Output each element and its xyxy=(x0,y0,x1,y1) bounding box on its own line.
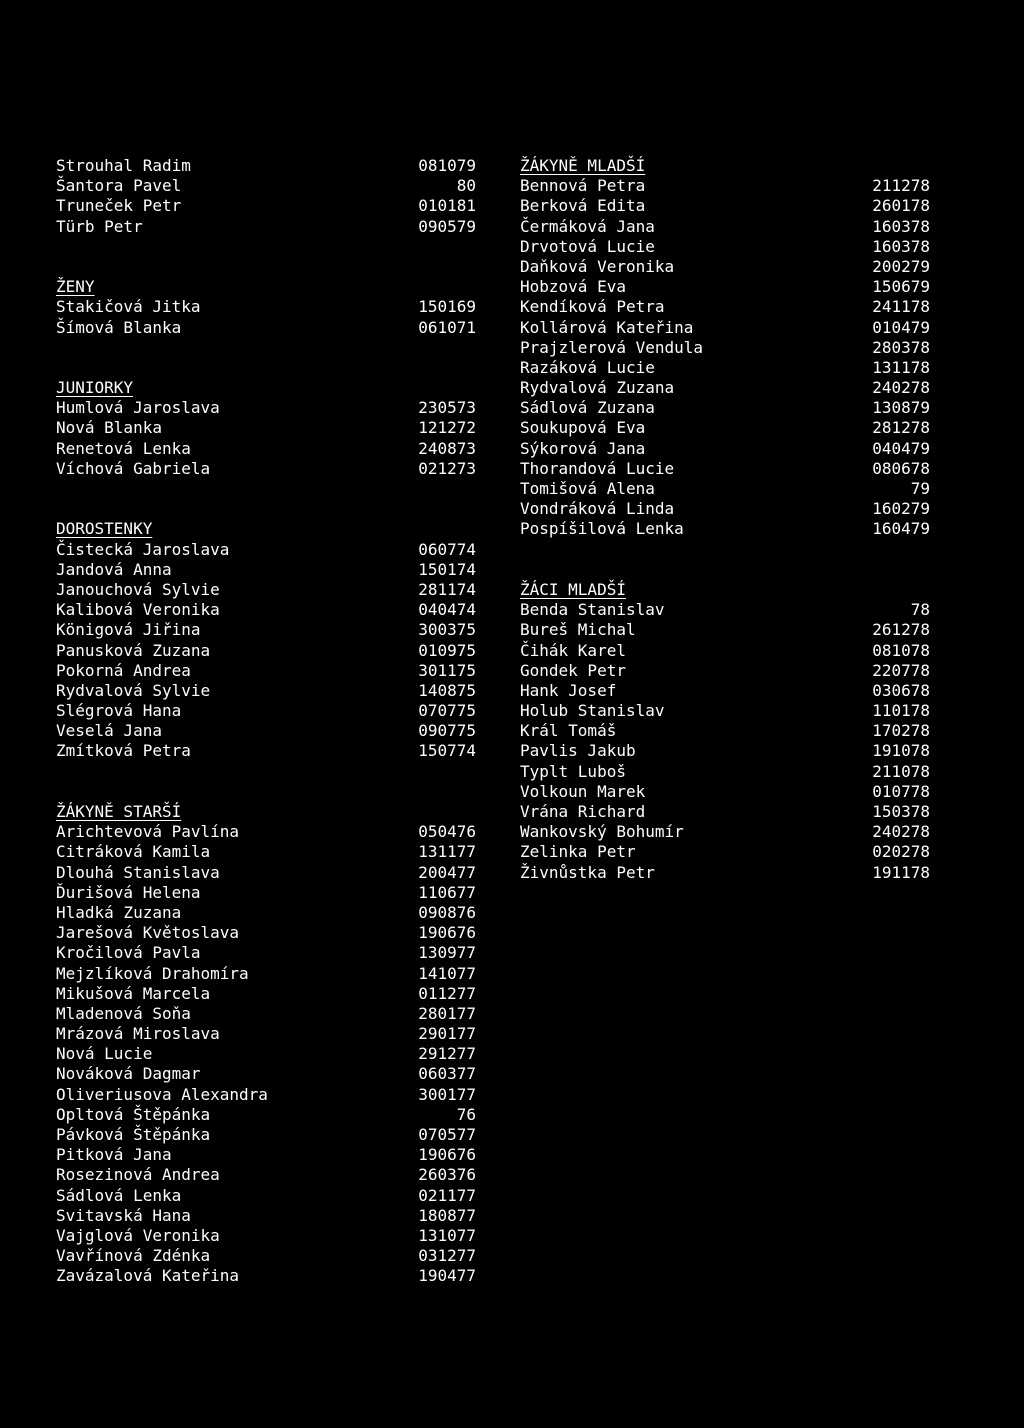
person-number: 79 xyxy=(910,479,930,498)
list-item xyxy=(56,580,476,600)
list-item xyxy=(520,358,930,378)
list-item xyxy=(56,1044,476,1064)
person-name: Bureš Michal xyxy=(520,620,636,640)
spacer xyxy=(56,762,476,782)
person-number: 260178 xyxy=(872,196,930,216)
spacer xyxy=(56,257,476,277)
list-item xyxy=(56,439,476,459)
list-item xyxy=(520,217,930,237)
person-number: 110178 xyxy=(872,701,930,721)
person-name: Berková Edita xyxy=(520,196,646,216)
person-name: Citráková Kamila xyxy=(56,842,211,862)
person-name: Rydvalová Zuzana xyxy=(520,378,675,398)
list-item xyxy=(56,822,476,842)
list-item xyxy=(56,217,476,237)
person-name: Zmítková Petra xyxy=(56,741,191,761)
person-name: Kendíková Petra xyxy=(520,297,665,317)
list-item xyxy=(520,600,930,620)
person-number: 030678 xyxy=(872,680,930,700)
person-name: Šantora Pavel xyxy=(56,176,182,196)
list-item xyxy=(520,378,930,398)
list-item xyxy=(520,398,930,418)
section-heading: ŽÁKYNĚ MLADŠÍ xyxy=(520,156,646,175)
person-number: 061071 xyxy=(418,317,476,337)
person-name: Pavlis Jakub xyxy=(520,741,636,761)
person-name: Živnůstka Petr xyxy=(520,862,655,882)
spacer xyxy=(56,338,476,358)
person-number: 160479 xyxy=(872,519,930,539)
person-number: 070577 xyxy=(418,1125,476,1144)
list-item xyxy=(520,418,930,438)
person-name: Hobzová Eva xyxy=(520,277,626,297)
person-number: 010479 xyxy=(872,317,930,337)
list-item xyxy=(56,620,476,640)
list-item xyxy=(520,338,930,358)
list-item xyxy=(520,499,930,519)
person-name: Typlt Luboš xyxy=(520,761,626,781)
section-heading: ŽÁKYNĚ STARŠÍ xyxy=(56,802,182,821)
list-item xyxy=(56,560,476,580)
person-number: 191078 xyxy=(872,741,930,761)
person-name: Türb Petr xyxy=(56,216,143,236)
person-name: Rosezinová Andrea xyxy=(56,1165,220,1185)
person-number: 150174 xyxy=(418,559,476,579)
person-name: Daňková Veronika xyxy=(520,256,675,276)
person-name: Mikušová Marcela xyxy=(56,983,211,1003)
list-item xyxy=(56,903,476,923)
person-name: Král Tomáš xyxy=(520,721,617,741)
person-number: 080678 xyxy=(872,458,930,478)
list-item xyxy=(56,1145,476,1165)
person-number: 140875 xyxy=(418,680,476,700)
person-name: Kollárová Kateřina xyxy=(520,317,694,337)
person-number: 060377 xyxy=(418,1064,476,1084)
person-number: 150679 xyxy=(872,277,930,297)
person-name: Razáková Lucie xyxy=(520,357,655,377)
person-name: Kalibová Veronika xyxy=(56,600,220,620)
person-number: 031277 xyxy=(418,1246,476,1266)
list-item xyxy=(520,661,930,681)
person-number: 190676 xyxy=(418,923,476,943)
list-item xyxy=(520,257,930,277)
list-item xyxy=(520,318,930,338)
person-name: Mrázová Miroslava xyxy=(56,1024,220,1044)
person-name: Bennová Petra xyxy=(520,176,646,196)
person-name: Benda Stanislav xyxy=(520,600,665,620)
person-name: Strouhal Radim xyxy=(56,156,191,175)
person-name: Veselá Jana xyxy=(56,721,162,741)
person-name: Janouchová Sylvie xyxy=(56,579,220,599)
person-name: Königová Jiřina xyxy=(56,620,201,640)
person-number: 200477 xyxy=(418,862,476,882)
person-name: Ďurišová Helena xyxy=(56,882,201,902)
person-number: 281278 xyxy=(872,418,930,438)
list-item xyxy=(56,863,476,883)
list-item xyxy=(56,1085,476,1105)
list-item xyxy=(56,661,476,681)
person-number: 021273 xyxy=(418,458,476,478)
list-item xyxy=(520,842,930,862)
person-name: Víchová Gabriela xyxy=(56,458,211,478)
list-item xyxy=(520,641,930,661)
person-number: 190676 xyxy=(418,1145,476,1165)
section-heading: ŽENY xyxy=(56,277,95,297)
person-number: 150774 xyxy=(418,741,476,761)
person-name: Drvotová Lucie xyxy=(520,236,655,256)
spacer xyxy=(56,358,476,378)
person-name: Pokorná Andrea xyxy=(56,660,191,680)
list-item xyxy=(56,1024,476,1044)
spacer xyxy=(56,237,476,257)
person-number: 090775 xyxy=(418,721,476,741)
person-name: Čermáková Jana xyxy=(520,216,655,236)
person-number: 80 xyxy=(456,176,476,196)
person-number: 040479 xyxy=(872,438,930,458)
list-item xyxy=(520,176,930,196)
person-number: 131178 xyxy=(872,357,930,377)
person-name: Stakičová Jitka xyxy=(56,297,201,317)
person-number: 070775 xyxy=(418,701,476,721)
person-name: Humlová Jaroslava xyxy=(56,398,220,418)
person-number: 160378 xyxy=(872,236,930,256)
list-item xyxy=(56,318,476,338)
person-number: 060774 xyxy=(418,539,476,559)
list-item xyxy=(520,863,930,883)
person-number: 160378 xyxy=(872,216,930,236)
left-column xyxy=(56,156,476,1287)
person-name: Prajzlerová Vendula xyxy=(520,337,704,357)
person-name: Volkoun Marek xyxy=(520,781,646,801)
person-number: 081079 xyxy=(418,156,476,175)
list-item xyxy=(520,297,930,317)
list-item xyxy=(520,196,930,216)
list-item xyxy=(56,1004,476,1024)
person-number: 021177 xyxy=(418,1185,476,1205)
person-number: 121272 xyxy=(418,418,476,438)
person-number: 180877 xyxy=(418,1205,476,1225)
person-number: 110677 xyxy=(418,882,476,902)
list-item xyxy=(520,439,930,459)
person-number: 240278 xyxy=(872,378,930,398)
person-number: 281174 xyxy=(418,579,476,599)
list-item xyxy=(56,176,476,196)
person-name: Zelinka Petr xyxy=(520,842,636,862)
person-name: Kročilová Pavla xyxy=(56,943,201,963)
spacer xyxy=(56,782,476,802)
list-item xyxy=(56,1125,476,1145)
person-name: Vondráková Linda xyxy=(520,499,675,519)
list-item xyxy=(56,600,476,620)
person-number: 78 xyxy=(910,600,930,620)
person-name: Pospíšilová Lenka xyxy=(520,519,684,539)
list-item xyxy=(56,156,476,176)
person-name: Oliveriusova Alexandra xyxy=(56,1084,268,1104)
section-heading: ŽÁCI MLADŠÍ xyxy=(520,579,626,599)
person-name: Gondek Petr xyxy=(520,660,626,680)
person-number: 150378 xyxy=(872,802,930,821)
person-name: Čistecká Jaroslava xyxy=(56,539,230,559)
person-name: Sádlová Zuzana xyxy=(520,398,655,418)
person-number: 290177 xyxy=(418,1024,476,1044)
list-item xyxy=(56,1246,476,1266)
person-number: 150169 xyxy=(418,297,476,317)
list-item xyxy=(56,1206,476,1226)
person-name: Rydvalová Sylvie xyxy=(56,680,211,700)
person-number: 081078 xyxy=(872,640,930,660)
list-item xyxy=(56,1105,476,1125)
person-number: 131177 xyxy=(418,842,476,862)
list-item xyxy=(520,479,930,499)
person-name: Pávková Štěpánka xyxy=(56,1125,211,1144)
person-name: Vajglová Veronika xyxy=(56,1225,220,1245)
person-number: 280177 xyxy=(418,1003,476,1023)
person-name: Zavázalová Kateřina xyxy=(56,1266,240,1286)
person-number: 300375 xyxy=(418,620,476,640)
person-name: Nová Lucie xyxy=(56,1044,153,1064)
person-name: Slégrová Hana xyxy=(56,701,182,721)
list-item xyxy=(520,802,930,822)
person-number: 191178 xyxy=(872,862,930,882)
person-name: Arichtevová Pavlína xyxy=(56,822,240,842)
person-number: 130977 xyxy=(418,943,476,963)
list-item xyxy=(56,842,476,862)
person-name: Tomišová Alena xyxy=(520,479,655,498)
person-number: 301175 xyxy=(418,660,476,680)
list-item xyxy=(56,196,476,216)
list-item xyxy=(56,721,476,741)
list-item xyxy=(56,1165,476,1185)
person-name: Pitková Jana xyxy=(56,1145,172,1165)
person-number: 230573 xyxy=(418,398,476,418)
section-heading: DOROSTENKY xyxy=(56,519,153,539)
list-item xyxy=(56,984,476,1004)
list-item xyxy=(520,762,930,782)
person-number: 090579 xyxy=(418,216,476,236)
list-item xyxy=(56,701,476,721)
list-item xyxy=(56,943,476,963)
person-name: Soukupová Eva xyxy=(520,418,646,438)
person-name: Mejzlíková Drahomíra xyxy=(56,963,249,983)
list-item xyxy=(56,1266,476,1286)
person-number: 130879 xyxy=(872,398,930,418)
spacer xyxy=(520,540,930,560)
person-number: 131077 xyxy=(418,1225,476,1245)
person-name: Mladenová Soňa xyxy=(56,1003,191,1023)
person-name: Jandová Anna xyxy=(56,559,172,579)
list-item xyxy=(56,398,476,418)
list-item xyxy=(520,822,930,842)
person-name: Renetová Lenka xyxy=(56,438,191,458)
person-number: 280378 xyxy=(872,337,930,357)
person-name: Nová Blanka xyxy=(56,418,162,438)
person-number: 050476 xyxy=(418,822,476,842)
person-name: Panusková Zuzana xyxy=(56,640,211,660)
person-number: 261278 xyxy=(872,620,930,640)
person-number: 010975 xyxy=(418,640,476,660)
list-item xyxy=(56,1226,476,1246)
list-item xyxy=(56,459,476,479)
list-item xyxy=(520,620,930,640)
person-number: 211078 xyxy=(872,761,930,781)
person-number: 010778 xyxy=(872,781,930,801)
person-name: Wankovský Bohumír xyxy=(520,822,684,842)
person-name: Šímová Blanka xyxy=(56,317,182,337)
person-name: Hank Josef xyxy=(520,680,617,700)
person-name: Svitavská Hana xyxy=(56,1205,191,1225)
list-item xyxy=(56,418,476,438)
section-heading: JUNIORKY xyxy=(56,378,134,398)
list-item xyxy=(56,540,476,560)
list-item xyxy=(56,923,476,943)
person-number: 220778 xyxy=(872,660,930,680)
person-name: Vrána Richard xyxy=(520,802,646,821)
person-name: Vavřínová Zdénka xyxy=(56,1246,211,1266)
person-number: 241178 xyxy=(872,297,930,317)
list-item xyxy=(56,1186,476,1206)
list-item xyxy=(56,964,476,984)
list-item xyxy=(56,883,476,903)
person-name: Dlouhá Stanislava xyxy=(56,862,220,882)
list-item xyxy=(520,681,930,701)
list-item xyxy=(56,297,476,317)
list-item xyxy=(520,277,930,297)
person-number: 090876 xyxy=(418,902,476,922)
list-item xyxy=(520,459,930,479)
person-number: 010181 xyxy=(418,196,476,216)
list-item xyxy=(56,741,476,761)
person-name: Truneček Petr xyxy=(56,196,182,216)
person-number: 76 xyxy=(456,1104,476,1124)
list-item xyxy=(520,237,930,257)
person-name: Opltová Štěpánka xyxy=(56,1104,211,1124)
list-item xyxy=(520,721,930,741)
person-number: 160279 xyxy=(872,499,930,519)
person-number: 200279 xyxy=(872,256,930,276)
list-item xyxy=(56,1064,476,1084)
person-name: Holub Stanislav xyxy=(520,701,665,721)
person-number: 291277 xyxy=(418,1044,476,1064)
spacer xyxy=(56,499,476,519)
spacer xyxy=(56,479,476,499)
person-name: Nováková Dagmar xyxy=(56,1064,201,1084)
person-number: 211278 xyxy=(872,176,930,196)
list-item xyxy=(520,701,930,721)
person-number: 190477 xyxy=(418,1266,476,1286)
list-item xyxy=(520,782,930,802)
person-name: Sádlová Lenka xyxy=(56,1185,182,1205)
person-number: 020278 xyxy=(872,842,930,862)
person-number: 011277 xyxy=(418,983,476,1003)
spacer xyxy=(520,560,930,580)
person-number: 240873 xyxy=(418,438,476,458)
person-name: Čihák Karel xyxy=(520,640,626,660)
list-item xyxy=(520,741,930,761)
person-name: Jarešová Květoslava xyxy=(56,923,240,943)
person-number: 170278 xyxy=(872,721,930,741)
person-number: 240278 xyxy=(872,822,930,842)
person-number: 300177 xyxy=(418,1084,476,1104)
person-number: 141077 xyxy=(418,963,476,983)
person-name: Sýkorová Jana xyxy=(520,438,646,458)
person-number: 260376 xyxy=(418,1165,476,1185)
right-column xyxy=(520,156,930,883)
list-item xyxy=(56,641,476,661)
person-number: 040474 xyxy=(418,600,476,620)
list-item xyxy=(56,681,476,701)
list-item xyxy=(520,519,930,539)
person-name: Hladká Zuzana xyxy=(56,902,182,922)
person-name: Thorandová Lucie xyxy=(520,458,675,478)
